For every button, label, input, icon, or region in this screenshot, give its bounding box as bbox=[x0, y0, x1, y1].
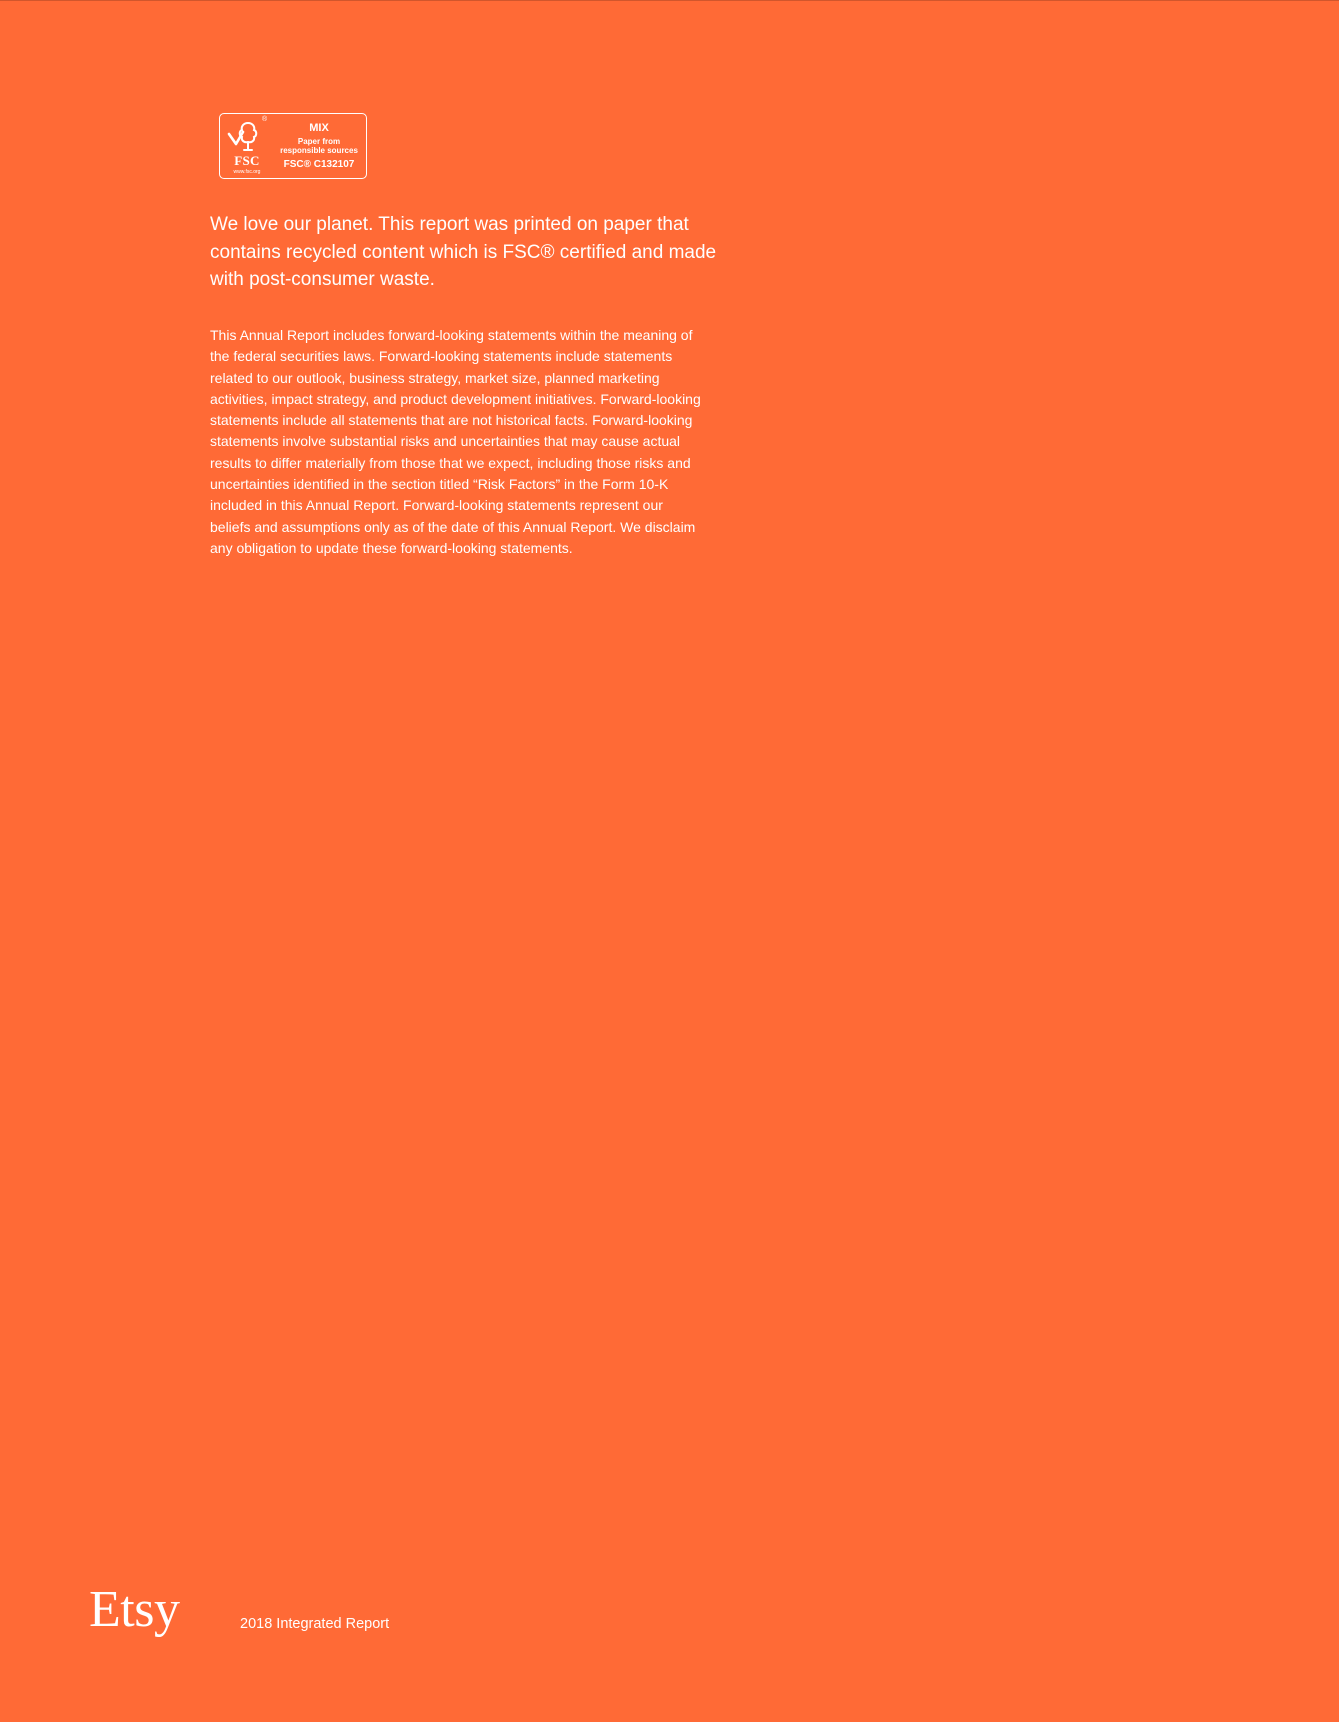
fsc-paper-line-2: responsible sources bbox=[280, 145, 358, 155]
fsc-license-code: FSC® C132107 bbox=[283, 158, 355, 170]
fsc-certification-badge bbox=[219, 113, 367, 179]
top-rule bbox=[0, 0, 1339, 1]
fsc-url: www.fsc.org bbox=[233, 169, 261, 175]
registered-mark: ® bbox=[262, 116, 268, 123]
fsc-paper-line-1: Paper from bbox=[297, 136, 341, 146]
fsc-logo bbox=[220, 114, 274, 178]
etsy-logo: Etsy bbox=[89, 1581, 180, 1638]
fsc-logo-text: FSC bbox=[234, 153, 260, 168]
fsc-mix-label: MIX bbox=[309, 121, 329, 134]
planet-statement: We love our planet. This report was printed on paper that contains recycled content which is FSC® certified and made with post-consumer waste. bbox=[210, 214, 717, 290]
report-title: 2018 Integrated Report bbox=[240, 1616, 390, 1632]
forward-looking-disclaimer: This Annual Report includes forward-looking statements within the meaning of the federal securities laws. Forward-looking statements include statements related to our outlook, business strategy, market size, planned marketing activities, impact strategy, and product development initiatives. Forward-looking statements include all statements that are not historical facts. Forward-looking statements involve substantial risks and uncertainties that may cause actual results to differ materially from those that we expect, including those risks and uncertainties identified in the section titled “Risk Factors” in the Form 10-K included in this Annual Report. Forward-looking statements represent our beliefs and assumptions only as of the date of this Annual Report. We disclaim any obligation to update these forward-looking statements. bbox=[210, 327, 701, 556]
fsc-label-text bbox=[274, 114, 366, 178]
